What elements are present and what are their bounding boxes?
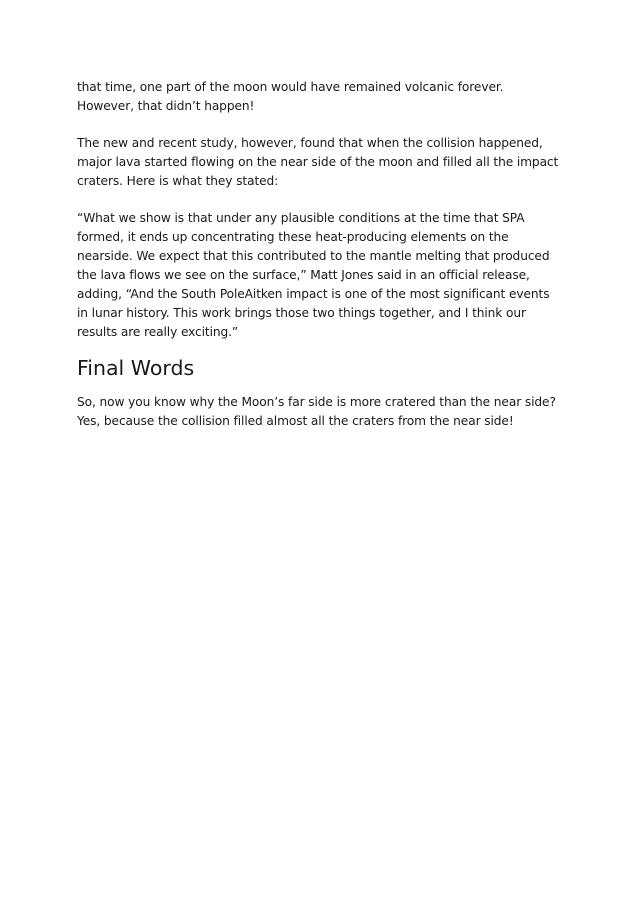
paragraph-final: So, now you know why the Moon’s far side is more cratered than the near side? Yes, because the collision filled almost all the craters from the near side! <box>77 395 556 428</box>
document-page <box>77 78 563 431</box>
section-heading-final-words: Final Words <box>77 356 195 380</box>
paragraph-study: The new and recent study, however, found that when the collision happened, major lava started flowing on the near side of the moon and filled all the impact craters. Here is what they stated: <box>77 136 559 188</box>
paragraph-quote: “What we show is that under any plausible conditions at the time that SPA formed, it ends up concentrating these heat-producing elements on the nearside. We expect that this contributed to the mantle melting that produced the lava flows we see on the surface,” Matt Jones said in an official release, adding, “And the South PoleAitken impact is one of the most significant events in lunar history. This work brings those two things together, and I think our results are really exciting.” <box>77 211 550 339</box>
paragraph-volcanic: that time, one part of the moon would have remained volcanic forever. However, that didn’t happen! <box>77 80 504 113</box>
